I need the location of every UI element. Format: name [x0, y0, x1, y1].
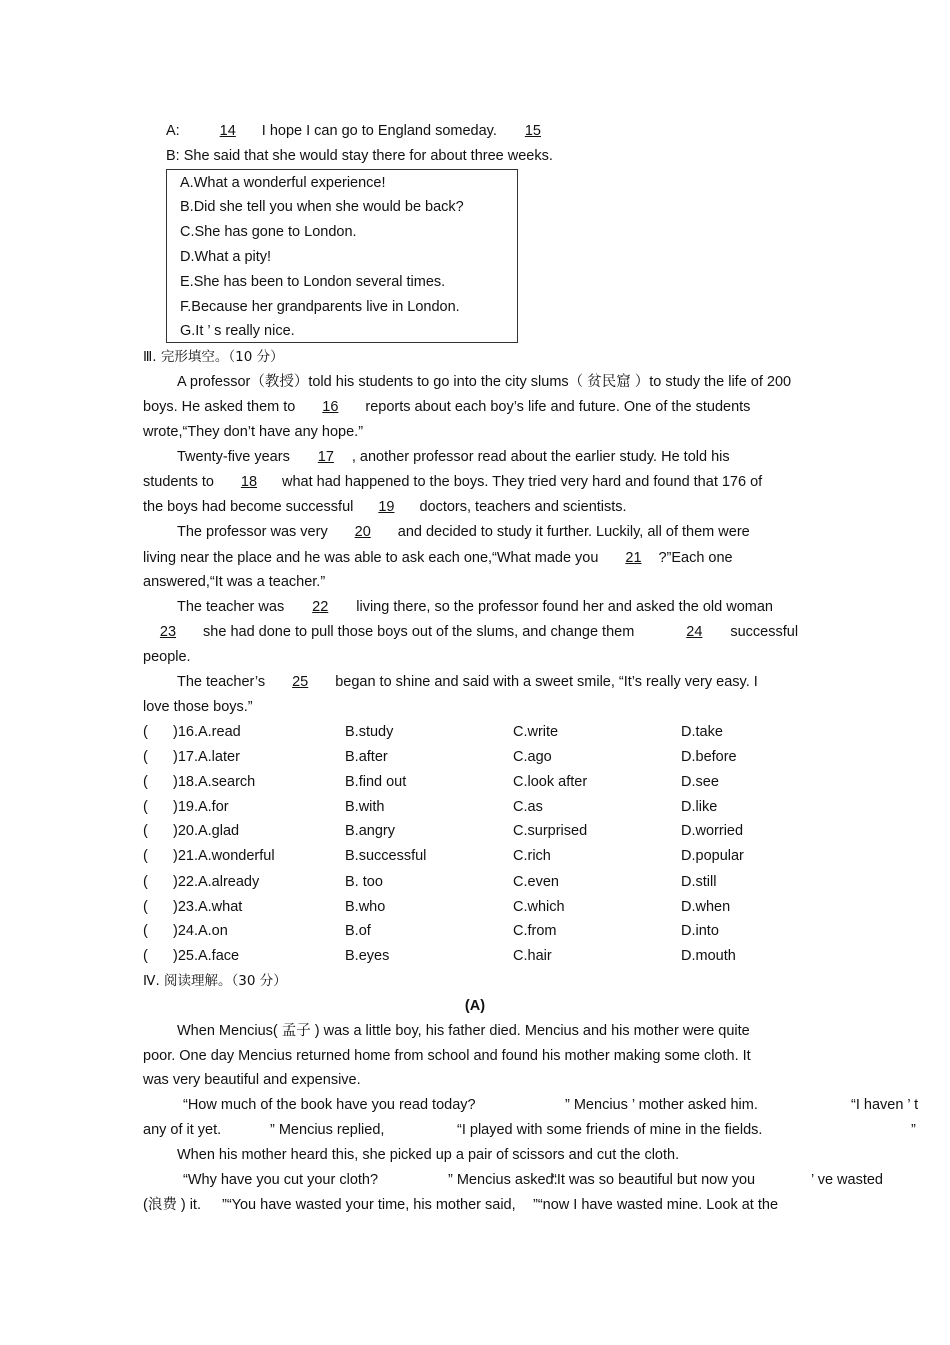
question-row: ( )19.A.for B.with C.as D.like: [143, 799, 718, 815]
passage-line: ”“now I have wasted mine. Look at the: [533, 1197, 779, 1213]
dialogue-line-a: [166, 122, 557, 140]
passage-line: ”“You have wasted your time, his mother said,: [222, 1197, 516, 1213]
blank-17: 17: [317, 449, 334, 465]
speaker-a-label: A:: [166, 123, 180, 139]
passage-line: (浪费 ) it.: [143, 1197, 201, 1213]
blank-14: 14: [219, 123, 236, 139]
passage-line: ’ ve wasted: [811, 1172, 883, 1188]
passage-line: A professor（教授）told his students to go into the city slums（ 贫民窟 ）to study the life of 200: [177, 374, 792, 390]
passage-line: When Mencius( 孟子 ) was a little boy, his father died. Mencius and his mother were quite: [177, 1023, 750, 1039]
blank-24: 24: [686, 624, 703, 640]
passage-line: The professor was very 20 and decided to study it further. Luckily, all of them were: [177, 524, 750, 540]
blank-22: 22: [312, 599, 329, 615]
passage-line: “Why have you cut your cloth?: [183, 1172, 379, 1188]
blank-23: 23: [159, 624, 177, 640]
passage-line: people.: [143, 649, 191, 665]
passage-line: any of it yet.: [143, 1122, 222, 1138]
option-d: D.What a pity!: [180, 249, 272, 265]
option-e: E.She has been to London several times.: [180, 274, 446, 290]
blank-18: 18: [240, 474, 258, 490]
passage-line: poor. One day Mencius returned home from school and found his mother making some cloth. It: [143, 1048, 751, 1064]
blank-25: 25: [292, 674, 309, 690]
question-row: ( )18.A.search B.find out C.look after D.see: [143, 774, 719, 790]
option-b: B.Did she tell you when she would be back?: [180, 199, 464, 215]
passage-line: “How much of the book have you read today?: [183, 1097, 476, 1113]
option-c: C.She has gone to London.: [180, 224, 357, 240]
blank-21: 21: [625, 550, 642, 566]
options-box: [166, 169, 518, 343]
passage-line: ” Mencius asked.: [448, 1172, 558, 1188]
option-g: G.It ’ s really nice.: [180, 323, 295, 339]
question-row: ( )25.A.face B.eyes C.hair D.mouth: [143, 948, 736, 964]
question-row: ( )16.A.read B.study C.write D.take: [143, 724, 723, 740]
passage-line: “It was so beautiful but now you: [552, 1172, 756, 1188]
option-f: F.Because her grandparents live in London.: [180, 299, 460, 315]
blank-20: 20: [354, 524, 371, 540]
dialogue-a-text: I hope I can go to England someday.: [261, 123, 497, 139]
blank-16: 16: [322, 399, 339, 415]
passage-line: ” Mencius ’ mother asked him.: [565, 1097, 758, 1113]
question-row: ( )20.A.glad B.angry C.surprised D.worried: [143, 823, 744, 839]
passage-line: the boys had become successful 19 doctors, teachers and scientists.: [143, 499, 627, 515]
passage-line: The teacher was 22 living there, so the professor found her and asked the old woman: [177, 599, 773, 615]
passage-line: boys. He asked them to 16 reports about each boy’s life and future. One of the students: [143, 399, 751, 415]
passage-line: was very beautiful and expensive.: [143, 1072, 361, 1088]
passage-line: answered,“It was a teacher.”: [143, 574, 326, 590]
passage-line: love those boys.”: [143, 699, 253, 715]
passage-line: 23 she had done to pull those boys out of the slums, and change them 24 successful: [143, 623, 798, 641]
passage-line: When his mother heard this, she picked up a pair of scissors and cut the cloth.: [177, 1147, 680, 1163]
question-row: ( )23.A.what B.who C.which D.when: [143, 899, 731, 915]
blank-15: 15: [524, 123, 541, 139]
passage-line: students to 18 what had happened to the boys. They tried very hard and found that 176 of: [143, 474, 763, 490]
passage-line: living near the place and he was able to ask each one,“What made you 21 ?”Each one: [143, 550, 733, 566]
option-a: A.What a wonderful experience!: [180, 175, 386, 191]
passage-line: Twenty-five years 17 , another professor read about the earlier study. He told his: [177, 449, 730, 465]
section-3-title: Ⅲ. 完形填空。（10 分）: [143, 349, 284, 365]
part-a-heading: (A): [464, 998, 486, 1014]
passage-line: wrote,“They don’t have any hope.”: [143, 424, 364, 440]
section-4-title: Ⅳ. 阅读理解。（30 分）: [143, 973, 287, 989]
passage-line: The teacher’s 25 began to shine and said with a sweet smile, “It’s really very easy. I: [177, 674, 758, 690]
dialogue-line-b: B: She said that she would stay there for about three weeks.: [166, 148, 553, 164]
passage-line: “I haven ’ t: [851, 1097, 919, 1113]
question-row: ( )22.A.already B. too C.even D.still: [143, 874, 717, 890]
question-row: ( )21.A.wonderful B.successful C.rich D.popular: [143, 848, 744, 864]
passage-line: ”: [911, 1122, 916, 1138]
blank-19: 19: [378, 499, 395, 515]
question-row: ( )17.A.later B.after C.ago D.before: [143, 749, 737, 765]
passage-line: ” Mencius replied,: [270, 1122, 385, 1138]
question-row: ( )24.A.on B.of C.from D.into: [143, 923, 719, 939]
passage-line: “I played with some friends of mine in the fields.: [457, 1122, 763, 1138]
